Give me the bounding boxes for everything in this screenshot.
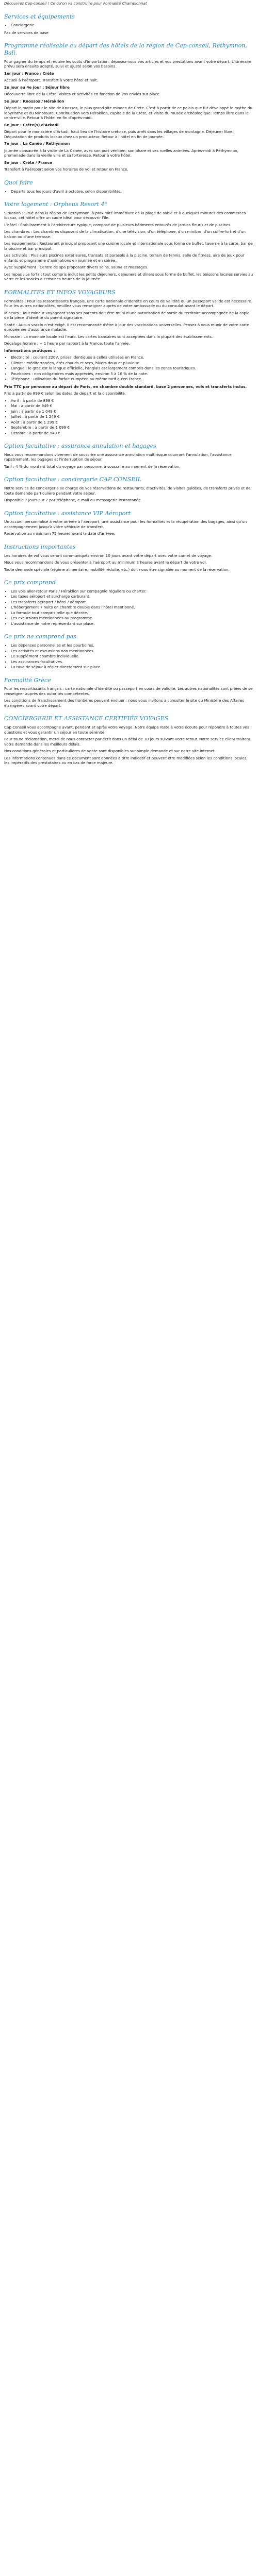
instructions-paragraph: Toute demande spéciale (régime alimentaire, mobilité réduite, etc.) doit nous être signalée au moment de la réservation. xyxy=(4,567,230,572)
program-day-heading: 8e jour : Crète / France xyxy=(4,160,53,165)
formalities-paragraph: Santé : Aucun vaccin n'est exigé. Il est recommandé d'être à jour des vaccinations universelles. Pensez à vous munir de votre carte européenne d'assurance maladie. xyxy=(4,322,249,332)
excluded-section xyxy=(4,633,254,669)
quote-label: Quoi faire xyxy=(4,179,33,186)
list-item: • Électricité : courant 220V, prises identiques à celles utilisées en France. xyxy=(11,355,254,360)
closing-section xyxy=(4,715,254,765)
program-paragraph: Journée consacrée à la visite de La Canée, avec son port vénitien, son phare et ses ruelles animées. Après-midi à Réthymnon, promenade dans la vieille ville et sa forteresse. Retour à votre hôtel. xyxy=(4,148,238,158)
list-item: • Les activités et excursions non mentionnées. xyxy=(11,649,254,654)
insurance-section xyxy=(4,443,254,469)
program-day-heading: 1er jour : France / Crète xyxy=(4,71,54,76)
formalite-paragraph: Pour les ressortissants français : carte nationale d'identité ou passeport en cours de validité. Les autres nationalités sont priées de se renseigner auprès des autorités compétentes. xyxy=(4,686,253,696)
prices-section xyxy=(4,384,254,436)
concierge-section xyxy=(4,476,254,502)
hotel-paragraph: L'hôtel : Établissement à l'architecture typique, composé de plusieurs bâtiments entourés de jardins fleuris et de piscines. xyxy=(4,222,232,227)
document xyxy=(0,0,258,778)
intro-text: Découvrez Cap-conseil ! Ce qu'on va construire pour Formalité Championnat xyxy=(4,1,147,6)
formalities-section xyxy=(4,289,254,382)
formalities-paragraph: Monnaie : La monnaie locale est l'euro. Les cartes bancaires sont acceptées dans la plupart des établissements. xyxy=(4,334,213,339)
program-paragraph: Transfert à l'aéroport selon vos horaires de vol et retour en France. xyxy=(4,167,128,172)
hotel-paragraph: Les équipements : Restaurant principal proposant une cuisine locale et internationale sous forme de buffet, taverne à la carte, bar de la piscine et bar principal. xyxy=(4,241,253,251)
services-title: Services et équipements xyxy=(4,13,75,20)
closing-paragraph: Nos conditions générales et particulières de vente sont disponibles sur simple demande et sur notre site internet. xyxy=(4,749,216,753)
list-item: • La taxe de séjour à régler directement sur place. xyxy=(11,665,254,670)
list-item: • Les taxes aéroport et surcharge carburant. xyxy=(11,594,254,599)
hotel-title: Votre logement : Orpheus Resort 4* xyxy=(4,201,107,208)
formalities-title: FORMALITES ET INFOS VOYAGEURS xyxy=(4,289,116,296)
list-item: • La formule tout compris telle que décrite. xyxy=(11,611,254,616)
services-section xyxy=(4,13,254,36)
insurance-title: Option facultative : assurance annulation et bagages xyxy=(4,443,156,449)
program-section xyxy=(4,42,254,172)
prices-paragraph: Prix TTC par personne au départ de Paris, en chambre double standard, base 2 personnes, vols et transferts inclus. xyxy=(4,384,247,389)
program-paragraph: Départ pour le monastère d'Arkadi, haut lieu de l'histoire crétoise, puis arrêt dans les villages de montagne. Déjeuner libre. Dégustation de produits locaux chez un producteur. Retour à l'hôtel en fin de journée. xyxy=(4,129,234,139)
list-item: • Avril : à partir de 899 € xyxy=(11,398,254,403)
program-paragraph: Pour gagner du temps et réduire les coûts d'importation, déposez-nous vos articles et vos prestations avant votre départ. L'itinéraire prévu sera ensuite adapté, suivi et ajusté selon vos besoins. xyxy=(4,59,252,69)
instructions-section xyxy=(4,544,254,572)
hotel-paragraph: Avec supplément : Centre de spa proposant divers soins, sauna et massages. xyxy=(4,265,149,270)
list-item: • Août : à partir de 1 299 € xyxy=(11,420,254,425)
program-title: Programme réalisable au départ des hôtels de la région de Cap-conseil, Rethymnon, Bali. xyxy=(4,42,247,56)
excluded-title: Ce prix ne comprend pas xyxy=(4,633,76,640)
list-item: • Conciergerie xyxy=(11,23,254,28)
hotel-paragraph: Les chambres : Les chambres disposent de la climatisation, d'une télévision, d'un téléphone, d'un minibar, d'un coffre-fort et d'un balcon ou d'une terrasse. xyxy=(4,229,246,239)
formalities-paragraph: Formalités : Pour les ressortissants français, une carte nationale d'identité en cours de validité ou un passeport valide est nécessaire. Pour les autres nationalités, veuillez vous renseigner auprès de votre ambassade ou du consulat avant le départ. xyxy=(4,298,253,308)
program-paragraph: Départ le matin pour le site de Knossos, le plus grand site minoen de Crète. C'est à partir de ce palais que fut développé le mythe du labyrinthe et du Minotaure. Continuation vers Héraklion, capitale de la Crète, et visite du musée archéologique. Temps libre dans le centre-ville. Retour à l'hôtel en fin d'après-midi. xyxy=(4,106,252,121)
instructions-paragraph: Nous vous recommandons de vous présenter à l'aéroport au minimum 2 heures avant le départ de votre vol. xyxy=(4,560,207,565)
list-item: • Le supplément chambre individuelle. xyxy=(11,654,254,659)
list-item: • Septembre : à partir de 1 099 € xyxy=(11,425,254,430)
prices-paragraph: Prix à partir de 899 € selon les dates de départ et la disponibilité. xyxy=(4,391,126,396)
formalities-paragraph: Mineurs : Tout mineur voyageant sans ses parents doit être muni d'une autorisation de sortie du territoire accompagnée de la copie de la pièce d'identité du parent signataire. xyxy=(4,310,250,320)
hotel-paragraph: Les activités : Plusieurs piscines extérieures, transats et parasols à la piscine, terrain de tennis, salle de fitness, aire de jeux pour enfants et programme d'animations en journée et en soirée. xyxy=(4,253,245,263)
excluded-list xyxy=(4,643,254,670)
formalities-list xyxy=(4,355,254,382)
list-item: • Mai : à partir de 949 € xyxy=(11,403,254,409)
list-item: • Pourboires : non obligatoires mais appréciés, environ 5 à 10 % de la note. xyxy=(11,371,254,377)
list-item: • Les dépenses personnelles et les pourboires. xyxy=(11,643,254,648)
list-item: • Juin : à partir de 1 049 € xyxy=(11,409,254,414)
concierge-paragraph: Disponible 7 jours sur 7 par téléphone, e-mail ou messagerie instantanée. xyxy=(4,498,142,502)
closing-paragraph: Cap Conseil vous accompagne avant, pendant et après votre voyage. Notre équipe reste à votre écoute pour répondre à toutes vos questions et vous garantir un séjour en toute sérénité. xyxy=(4,725,249,735)
hotel-section xyxy=(4,201,254,282)
vip-section xyxy=(4,510,254,536)
list-item: • L'hébergement 7 nuits en chambre double dans l'hôtel mentionné. xyxy=(11,605,254,610)
insurance-paragraph: Nous vous recommandons vivement de souscrire une assurance annulation multirisque couvrant l'annulation, l'assistance rapatriement, les bagages et l'interruption de séjour. xyxy=(4,452,232,462)
hotel-paragraph: Les repas : Le forfait tout compris inclut les petits déjeuners, déjeuners et dîners sous forme de buffet, les boissons locales servies au verre et les snacks à certaines heures de la journée. xyxy=(4,272,253,282)
prices-list xyxy=(4,398,254,436)
program-day-heading: 6e jour : Crête(s) d'Arkadi xyxy=(4,122,59,127)
formalite-section xyxy=(4,677,254,708)
concierge-paragraph: Notre service de conciergerie se charge de vos réservations de restaurants, d'activités, de visites guidées, de transferts privés et de toute demande particulière pendant votre séjour. xyxy=(4,486,251,496)
services-extra: Pas de services de base xyxy=(4,30,49,35)
quote-section xyxy=(4,179,254,194)
vip-paragraph: Réservation au minimum 72 heures avant la date d'arrivée. xyxy=(4,531,115,536)
program-day-heading: 2e jour au 4e jour : Séjour libre xyxy=(4,84,70,90)
list-item: • Octobre : à partir de 949 € xyxy=(11,431,254,436)
list-item: • Les excursions mentionnées au programme. xyxy=(11,616,254,621)
list-item: • Climat : méditerranéen, étés chauds et secs, hivers doux et pluvieux. xyxy=(11,361,254,366)
instructions-title: Instructions importantes xyxy=(4,543,76,550)
closing-paragraph: Les informations contenues dans ce document sont données à titre indicatif et peuvent être modifiées selon les conditions locales, les impératifs des prestataires ou en cas de force majeure. xyxy=(4,755,248,765)
list-item: • Départs tous les jours d'avril à octobre, selon disponibilités. xyxy=(11,189,254,194)
program-paragraph: Accueil à l'aéroport. Transfert à votre hôtel et nuit. xyxy=(4,78,98,83)
formalite-paragraph: Les conditions de franchissement des frontières peuvent évoluer : nous vous invitons à consulter le site du Ministère des Affaires étrangères avant votre départ. xyxy=(4,698,245,708)
vip-title: Option facultative : assistance VIP Aéroport xyxy=(4,510,131,517)
included-title: Ce prix comprend xyxy=(4,579,56,586)
insurance-paragraph: Tarif : 4 % du montant total du voyage par personne, à souscrire au moment de la réservation. xyxy=(4,464,181,469)
quote-list xyxy=(4,189,254,194)
formalities-paragraph: Décalage horaire : + 1 heure par rapport à la France, toute l'année. xyxy=(4,341,130,346)
hotel-paragraph: Situation : Situé dans la région de Réthymnon, à proximité immédiate de la plage de sable et à quelques minutes des commerces locaux, cet hôtel offre un cadre idéal pour découvrir l'île. xyxy=(4,210,246,221)
program-day-heading: 5e jour : Knossos / Héraklion xyxy=(4,98,64,104)
formalities-info-heading: Informations pratiques : xyxy=(4,348,55,353)
services-list xyxy=(4,23,254,28)
formalite-title: Formalité Grèce xyxy=(4,676,51,684)
closing-paragraph: Pour toute réclamation, merci de nous contacter par écrit dans un délai de 30 jours suivant votre retour. Notre service client traitera votre demande dans les meilleurs délais. xyxy=(4,737,250,747)
list-item: • Les vols aller-retour Paris / Héraklion sur compagnie régulière ou charter. xyxy=(11,589,254,594)
vip-paragraph: Un accueil personnalisé à votre arrivée à l'aéroport, une assistance pour les formalités et la récupération des bagages, ainsi qu'un accompagnement jusqu'à votre véhicule de transfert. xyxy=(4,519,247,529)
list-item: • Langue : le grec est la langue officielle, l'anglais est largement compris dans les zones touristiques. xyxy=(11,366,254,371)
list-item: • Les assurances facultatives. xyxy=(11,659,254,665)
included-list xyxy=(4,589,254,626)
included-section xyxy=(4,579,254,626)
closing-title: CONCIERGERIE ET ASSISTANCE CERTIFIÉE VOYAGES xyxy=(4,715,169,722)
instructions-paragraph: Les horaires de vol vous seront communiqués environ 10 jours avant votre départ avec votre carnet de voyage. xyxy=(4,553,213,558)
program-paragraph: Découverte libre de la Crète, visites et activités en fonction de vos envies sur place. xyxy=(4,92,161,97)
program-day-heading: 7e jour : La Canée / Réthymnon xyxy=(4,141,70,146)
list-item: • L'assistance de notre représentant sur place. xyxy=(11,621,254,626)
list-item: • Les transferts aéroport / hôtel / aéroport. xyxy=(11,600,254,605)
list-item: • Téléphone : utilisation du forfait européen au même tarif qu'en France. xyxy=(11,377,254,382)
list-item: • Juillet : à partir de 1 249 € xyxy=(11,414,254,419)
concierge-title: Option facultative : conciergerie CAP CONSEIL xyxy=(4,476,142,483)
